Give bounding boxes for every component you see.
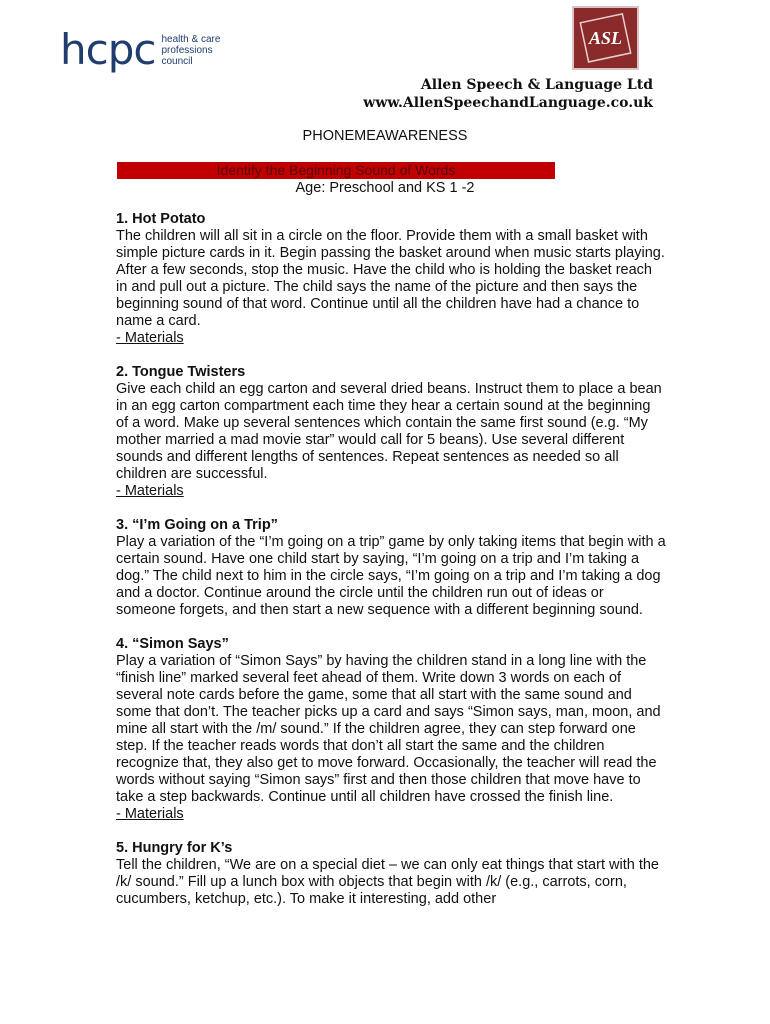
activity-list [116,211,666,925]
activity-heading: 1. Hot Potato [116,211,206,227]
activity-body: Give each child an egg carton and several dried beans. Instruct them to place a bean in an egg carton compartment each time they hear a certain sound at the beginning of a word. Make up several sentences which contain the same first sound (e.g. “My mother married a mad movie star” would call for 5 beans). Use several different sounds and different lengths of sentences. Repeat sentences as needed so all children are successful. [116,381,662,482]
activity-section [116,211,666,347]
hcpc-tagline-line: professions [161,44,213,56]
document-title: PHONEMEAWARENESS [302,128,468,144]
activity-heading: 2. Tongue Twisters [116,364,246,380]
hcpc-tagline-line: council [161,55,193,67]
activity-section [116,364,666,500]
subtitle-banner [117,162,555,179]
hcpc-tagline-line: health & care [161,33,221,45]
activity-body: Tell the children, “We are on a special diet – we can only eat things that start with the /k/ sound.” Fill up a lunch box with objects that begin with /k/ (e.g., carrots, corn, cucumbers, ketchup, etc.). To make it interesting, add other [116,857,659,907]
asl-logo-text: ASL [588,28,622,48]
activity-body: Play a variation of the “I’m going on a trip” game by only taking items that begin with a certain sound. Have one child start by saying, “I’m going on a trip and I’m taking a dog.” The child next to him in the circle says, “I’m going on a trip and I’m taking a dog and a doctor. Continue around the circle until the children run out of ideas or someone forgets, and then start a new sequence with a different beginning sound. [116,534,666,618]
hcpc-logo-word: hcpc [60,25,156,74]
activity-section [116,517,666,619]
activity-heading: 5. Hungry for K’s [116,840,233,856]
materials-link[interactable]: - Materials [116,806,184,822]
activity-heading: 4. “Simon Says” [116,636,229,652]
activity-body: Play a variation of “Simon Says” by having the children stand in a long line with the “finish line” marked several feet ahead of them. Write down 3 words on each of several note cards before the game, some that all start with the same sound and some that don’t. The teacher picks up a card and says “Simon says, man, moon, and mine all start with the /m/ sound.” If the children agree, they can step forward one step. If the teacher reads words that don’t all start the same and the children recognize that, they also get to move forward. Occasionally, the teacher will read the words without saying “Simon says” first and then those children that move have to take a step backwards. Continue until all children have crossed the finish line. [116,653,661,805]
activity-heading: 3. “I’m Going on a Trip” [116,517,278,533]
hcpc-logo [60,26,251,74]
subtitle-banner-text: Identify the Beginning Sound of Words [216,162,456,178]
activity-section [116,840,666,908]
activity-section [116,636,666,823]
materials-link[interactable]: - Materials [116,330,184,346]
hcpc-logo-tagline [161,34,251,67]
company-block [363,76,653,112]
age-range: Age: Preschool and KS 1 -2 [295,180,475,196]
activity-body: The children will all sit in a circle on the floor. Provide them with a small basket with simple picture cards in it. Begin passing the basket around when music starts playing. After a few seconds, stop the music. Have the child who is holding the basket reach in and pull out a picture. The child says the name of the picture and then says the beginning sound of that word. Continue until all the children have had a chance to name a card. [116,228,665,329]
materials-link[interactable]: - Materials [116,483,184,499]
asl-logo [572,6,639,70]
company-website[interactable]: www.AllenSpeechandLanguage.co.uk [363,95,653,111]
company-name: Allen Speech & Language Ltd [420,77,653,93]
